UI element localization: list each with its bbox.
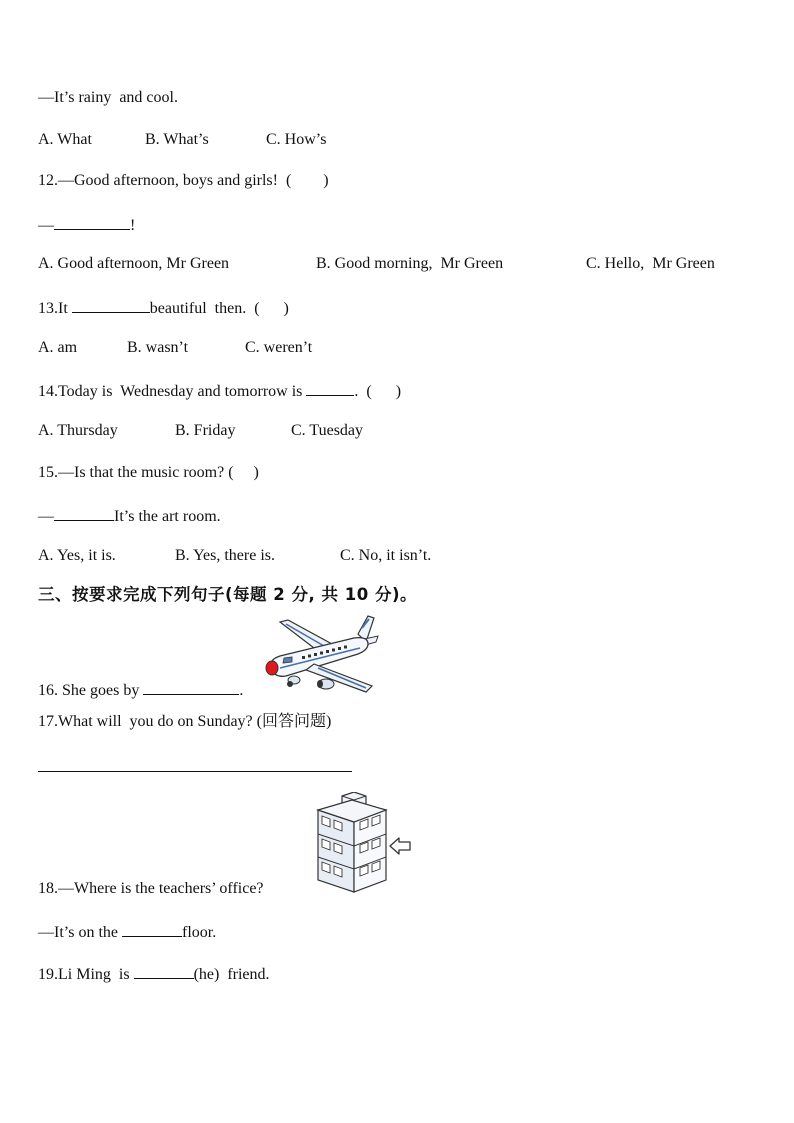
q12-reply: [38, 213, 135, 236]
q19-answer-blank[interactable]: [134, 962, 194, 979]
q17-prompt: 17.What will you do on Sunday? (回答问题): [38, 713, 332, 730]
q14-option-a: A. Thursday: [38, 422, 118, 439]
q14-answer-blank[interactable]: [306, 379, 354, 396]
arrow-left-icon: [388, 836, 412, 856]
q12-reply-prefix: —: [38, 217, 54, 234]
q13-suffix: beautiful then. ( ): [149, 300, 289, 317]
q15-option-b: B. Yes, there is.: [175, 547, 276, 564]
q14-option-b: B. Friday: [175, 422, 236, 439]
q11-option-b: B. What’s: [145, 131, 209, 148]
q19-prefix: 19.Li Ming is: [38, 966, 134, 983]
q12-option-b: B. Good morning, Mr Green: [316, 255, 504, 272]
q13-prefix: 13.It: [38, 300, 72, 317]
q15-reply-prefix: —: [38, 508, 54, 525]
q19-prompt: [38, 962, 270, 985]
q13-prompt: [38, 296, 289, 319]
q18-reply: [38, 920, 216, 943]
q18-reply-prefix: —It’s on the: [38, 924, 122, 941]
q18-reply-suffix: floor.: [182, 924, 217, 941]
building-illustration: [314, 792, 392, 894]
q13-option-c: C. weren’t: [245, 339, 313, 356]
q11-answer-line: —It’s rainy and cool.: [38, 89, 178, 106]
q12-answer-blank[interactable]: [54, 213, 130, 230]
q18-answer-blank[interactable]: [122, 920, 182, 937]
q15-reply: [38, 504, 221, 527]
q15-prompt: 15.—Is that the music room? ( ): [38, 464, 259, 481]
q16-prefix: 16. She goes by: [38, 682, 144, 699]
q15-option-a: A. Yes, it is.: [38, 547, 116, 564]
q16-prompt: [38, 678, 243, 701]
airplane-illustration: [262, 614, 382, 694]
q16-answer-blank[interactable]: [143, 678, 239, 695]
q13-option-b: B. wasn’t: [127, 339, 189, 356]
q13-option-a: A. am: [38, 339, 78, 356]
q16-suffix: .: [239, 682, 244, 699]
q12-reply-suffix: !: [130, 217, 136, 234]
q19-suffix: (he) friend.: [193, 966, 270, 983]
q17-answer-line[interactable]: [38, 771, 352, 772]
q11-option-c: C. How’s: [266, 131, 327, 148]
q14-prompt: [38, 379, 401, 402]
q14-prefix: 14.Today is Wednesday and tomorrow is: [38, 383, 307, 400]
q14-suffix: . ( ): [354, 383, 402, 400]
q15-answer-blank[interactable]: [54, 504, 114, 521]
q12-option-a: A. Good afternoon, Mr Green: [38, 255, 230, 272]
q18-prompt: 18.—Where is the teachers’ office?: [38, 880, 264, 897]
q15-reply-suffix: It’s the art room.: [114, 508, 221, 525]
q14-option-c: C. Tuesday: [291, 422, 364, 439]
q12-option-c: C. Hello, Mr Green: [586, 255, 715, 272]
q11-option-a: A. What: [38, 131, 92, 148]
q13-answer-blank[interactable]: [72, 296, 150, 313]
q12-prompt: 12.—Good afternoon, boys and girls! ( ): [38, 172, 329, 189]
section-3-heading: 三、按要求完成下列句子(每题 2 分, 共 10 分)。: [38, 585, 418, 604]
q15-option-c: C. No, it isn’t.: [340, 547, 432, 564]
